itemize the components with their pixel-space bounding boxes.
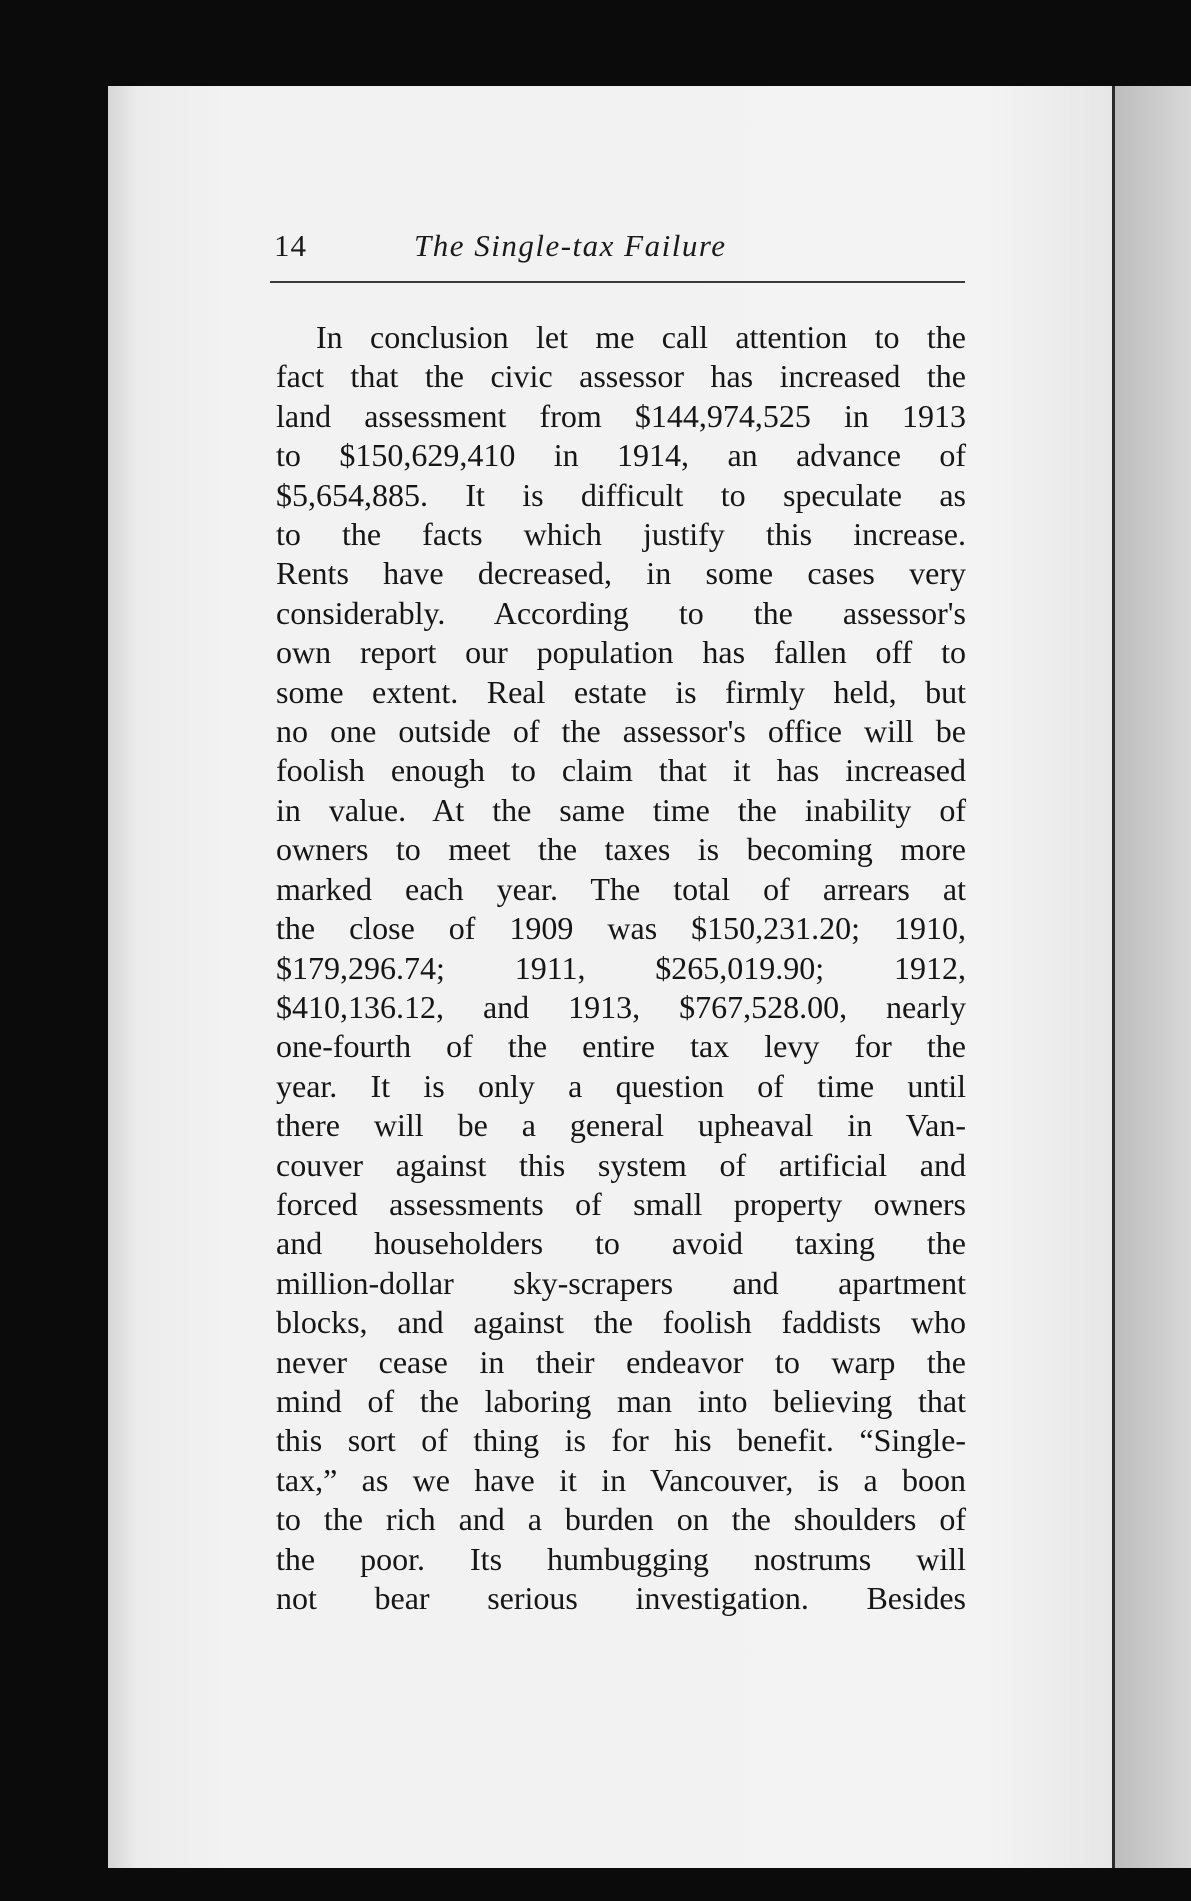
text-line: $410,136.12, and 1913, $767,528.00, nearly	[276, 988, 966, 1025]
text-line: and householders to avoid taxing the	[276, 1225, 966, 1262]
text-line: owners to meet the taxes is becoming more	[276, 831, 966, 868]
text-line: tax,” as we have it in Vancouver, is a boon	[276, 1461, 966, 1498]
text-line: forced assessments of small property owners	[276, 1185, 966, 1222]
text-line: Rents have decreased, in some cases very	[276, 555, 966, 592]
text-line: the poor. Its humbugging nostrums will	[276, 1540, 966, 1577]
text-line: year. It is only a question of time until	[276, 1067, 966, 1104]
text-line: land assessment from $144,974,525 in 1913	[276, 397, 966, 434]
text-line: to $150,629,410 in 1914, an advance of	[276, 437, 966, 474]
text-line: one-fourth of the entire tax levy for the	[276, 1028, 966, 1065]
text-line: not bear serious investigation. Besides	[276, 1580, 966, 1616]
text-line: the close of 1909 was $150,231.20; 1910,	[276, 910, 966, 947]
text-line: some extent. Real estate is firmly held, but	[276, 673, 966, 710]
body-paragraph	[276, 318, 966, 1618]
text-line: In conclusion let me call attention to the	[316, 319, 966, 355]
text-line: never cease in their endeavor to warp the	[276, 1343, 966, 1380]
page-number: 14	[274, 228, 307, 263]
text-line: foolish enough to claim that it has increased	[276, 752, 966, 789]
text-line: this sort of thing is for his benefit. “Single-	[276, 1422, 966, 1459]
text-line: no one outside of the assessor's office will be	[276, 713, 966, 750]
text-line: mind of the laboring man into believing that	[276, 1382, 966, 1419]
text-line: in value. At the same time the inability of	[276, 791, 966, 828]
text-line: couver against this system of artificial and	[276, 1146, 966, 1183]
text-line: there will be a general upheaval in Van-	[276, 1107, 966, 1144]
text-line: $5,654,885. It is difficult to speculate as	[276, 476, 966, 513]
text-line: blocks, and against the foolish faddists who	[276, 1304, 966, 1341]
text-line: million-dollar sky-scrapers and apartment	[276, 1264, 966, 1301]
text-line: own report our population has fallen off to	[276, 634, 966, 671]
text-line: marked each year. The total of arrears at	[276, 870, 966, 907]
text-line: fact that the civic assessor has increased the	[276, 358, 966, 395]
adjacent-page-edge	[1115, 86, 1191, 1868]
text-line: to the facts which justify this increase.	[276, 516, 966, 553]
text-line: to the rich and a burden on the shoulders of	[276, 1501, 966, 1538]
running-title: The Single-tax Failure	[414, 228, 727, 263]
header-rule	[270, 281, 965, 283]
page-header	[274, 228, 964, 280]
text-line: considerably. According to the assessor's	[276, 594, 966, 631]
text-line: $179,296.74; 1911, $265,019.90; 1912,	[276, 949, 966, 986]
